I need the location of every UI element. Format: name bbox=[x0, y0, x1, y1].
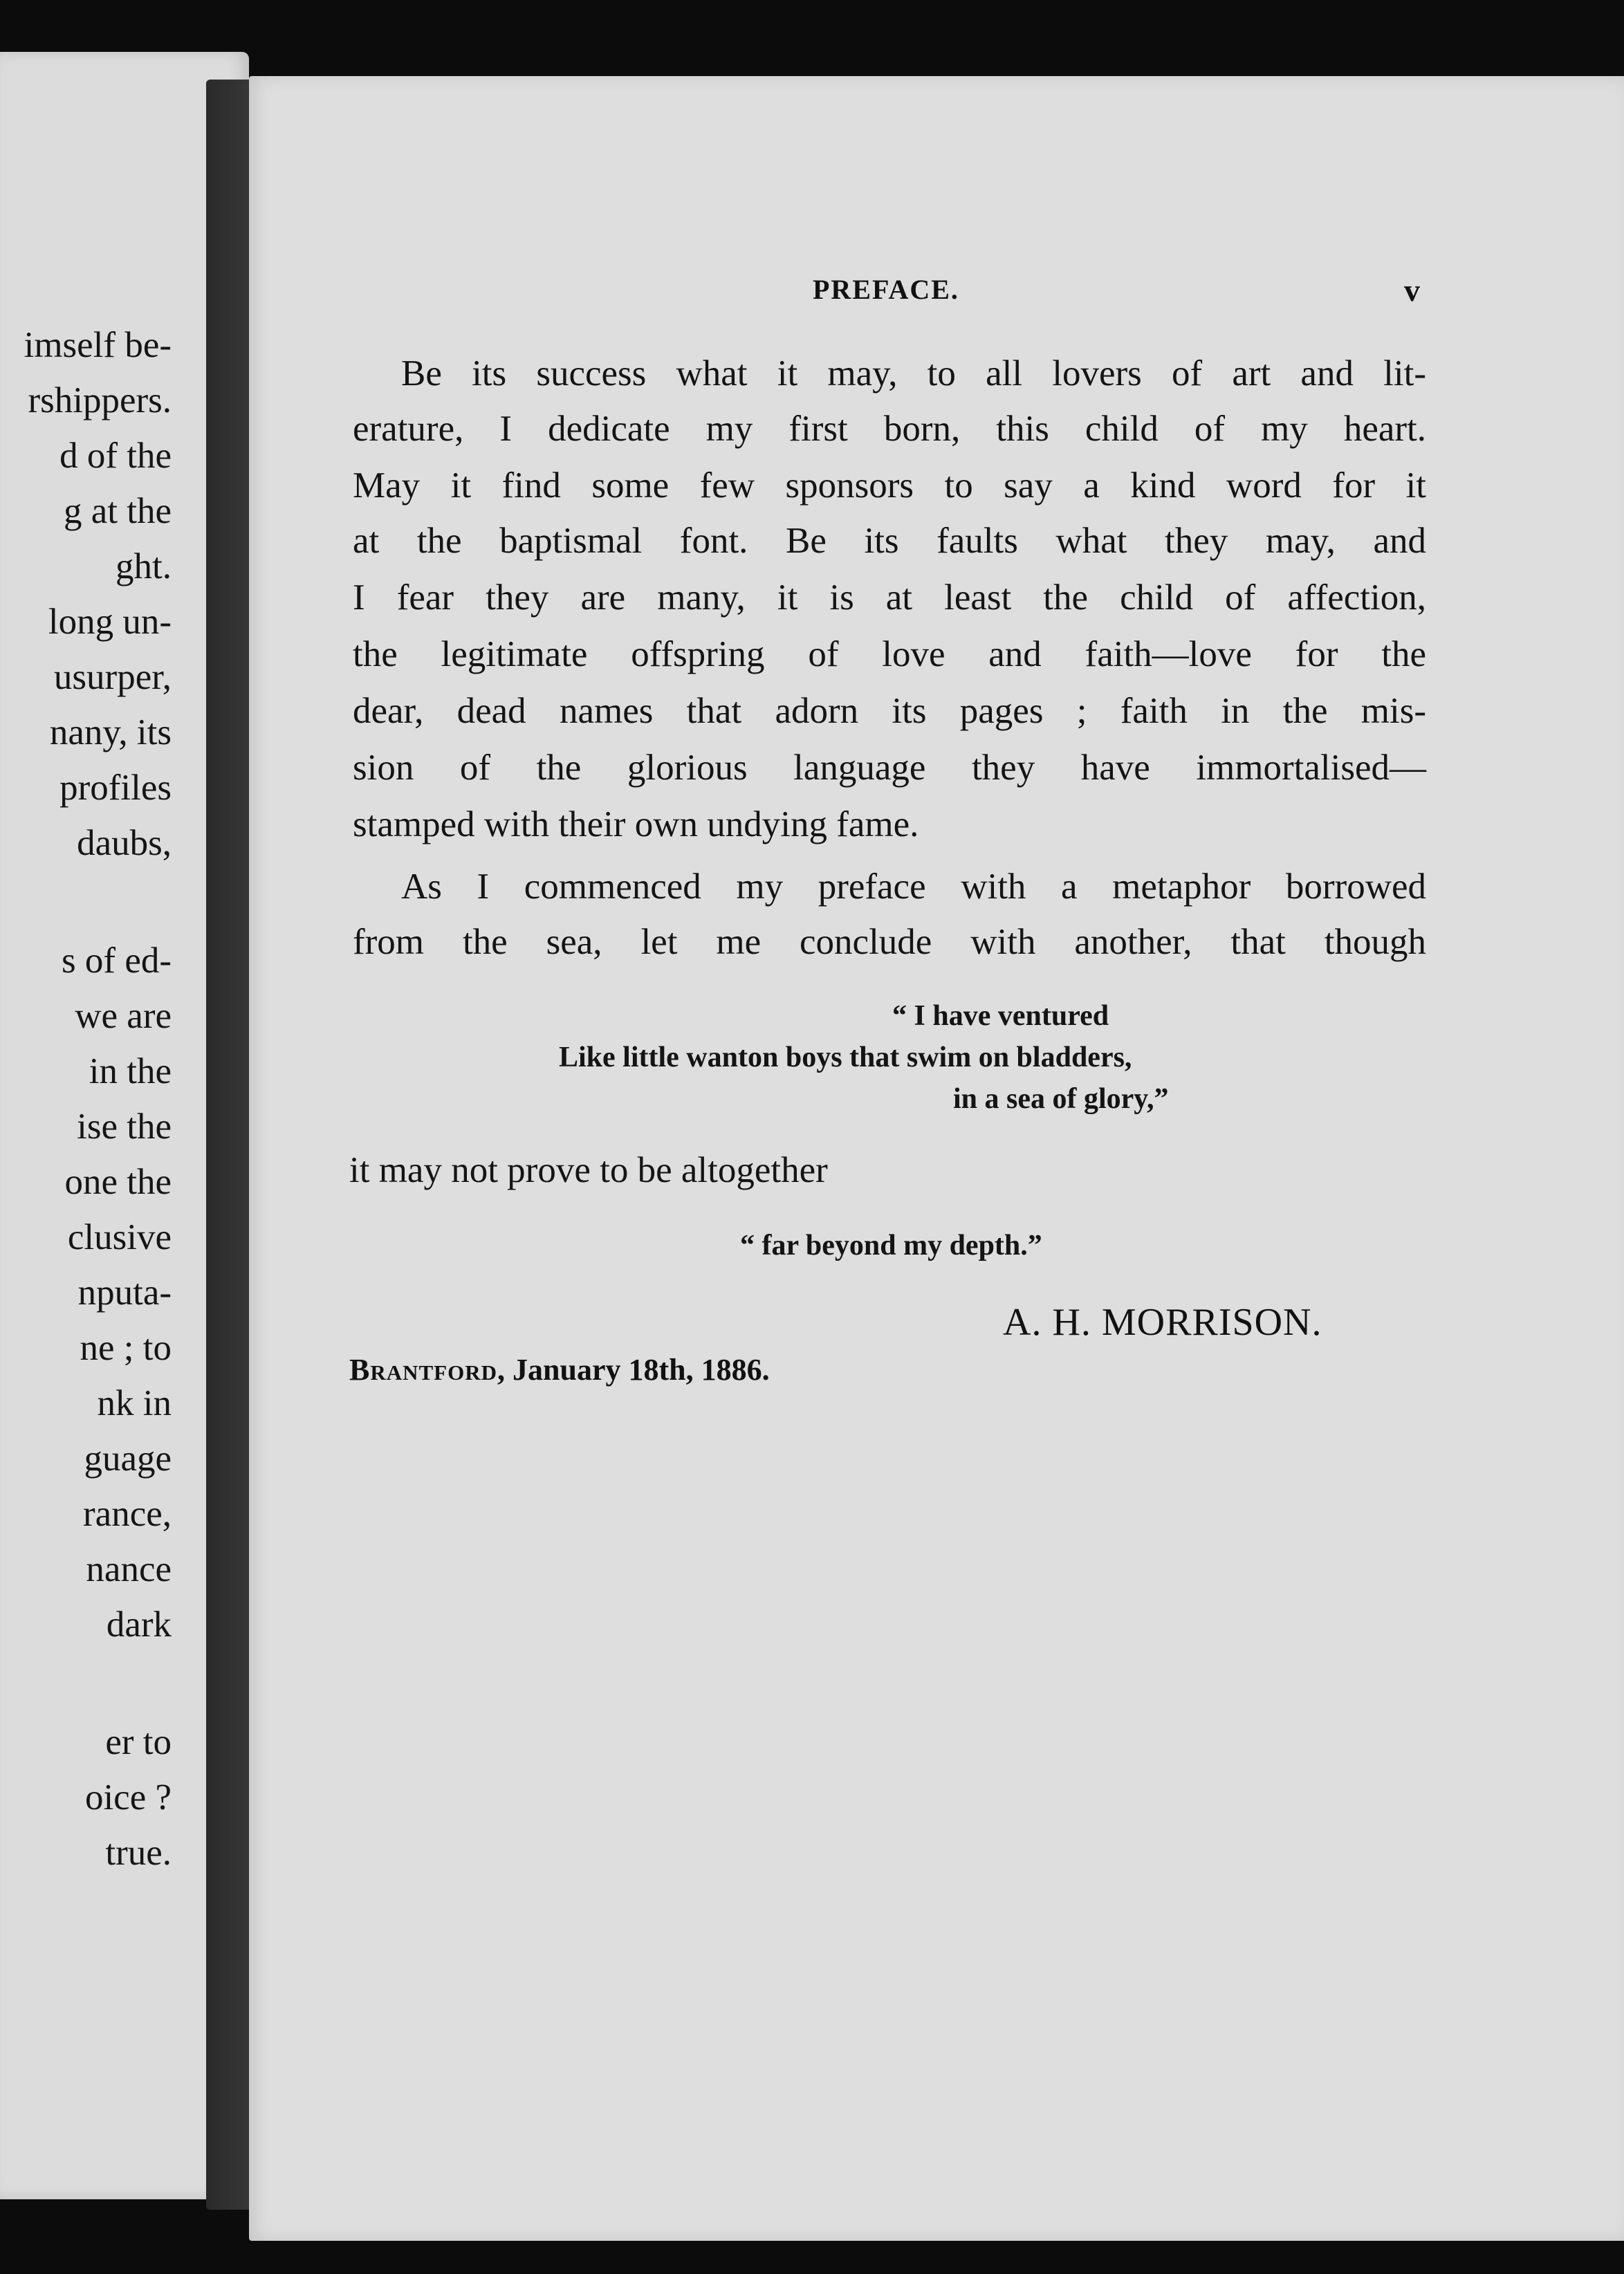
left-page-line: clusive bbox=[67, 1217, 172, 1257]
left-page-line: guage bbox=[84, 1439, 172, 1479]
left-page-line: daubs, bbox=[77, 823, 172, 863]
text-line: May it find some few sponsors to say a kind word for it bbox=[353, 465, 1426, 506]
left-page-line: profiles bbox=[59, 768, 172, 808]
left-page-line: s of ed- bbox=[62, 941, 172, 981]
dateline bbox=[349, 1352, 770, 1387]
left-page-line: true. bbox=[105, 1833, 172, 1873]
text-line: stamped with their own undying fame. bbox=[353, 804, 919, 844]
page-number: v bbox=[1404, 272, 1420, 308]
text-line: the legitimate offspring of love and faith—love for the bbox=[353, 634, 1426, 674]
left-page-line: oice ? bbox=[84, 1777, 172, 1818]
text-line: I fear they are many, it is at least the child of affection, bbox=[353, 577, 1426, 618]
left-page-line: ne ; to bbox=[80, 1328, 172, 1368]
left-page-line: we are bbox=[75, 996, 172, 1036]
text-line: from the sea, let me conclude with another, that though bbox=[353, 922, 1426, 962]
left-page-line: d of the bbox=[59, 436, 172, 476]
text-line: dear, dead names that adorn its pages ; faith in the mis- bbox=[353, 691, 1426, 731]
left-page-line: nputa- bbox=[77, 1273, 172, 1313]
continuation-line: it may not prove to be altogether bbox=[349, 1150, 828, 1190]
left-page-line: imself be- bbox=[24, 325, 172, 365]
text-line: As I commenced my preface with a metaphor borrowed bbox=[401, 867, 1426, 907]
left-page-line: dark bbox=[106, 1605, 172, 1645]
left-page-line: rshippers. bbox=[28, 380, 172, 420]
dateline-place: Brantford bbox=[349, 1353, 498, 1387]
left-page-line: er to bbox=[105, 1722, 172, 1762]
left-page-line: long un- bbox=[48, 602, 172, 642]
running-head: PREFACE. bbox=[813, 274, 959, 305]
dateline-date: , January 18th, 1886. bbox=[497, 1353, 770, 1387]
text-line: Be its success what it may, to all lovers of art and lit- bbox=[401, 353, 1426, 394]
left-page-line: g at the bbox=[64, 491, 172, 531]
verse-line: “ I have ventured bbox=[892, 1000, 1109, 1032]
text-line: erature, I dedicate my first born, this child of my heart. bbox=[353, 409, 1426, 449]
left-page-line: ise the bbox=[77, 1107, 172, 1147]
verse-line: Like little wanton boys that swim on bladders, bbox=[559, 1042, 1132, 1073]
left-page-line: in the bbox=[89, 1051, 172, 1091]
left-page-line: rance, bbox=[83, 1494, 172, 1534]
left-page-line: usurper, bbox=[53, 657, 172, 697]
left-page-line: nk in bbox=[97, 1383, 172, 1423]
text-line: sion of the glorious language they have immortalised— bbox=[353, 748, 1426, 788]
author-signature: A. H. MORRISON. bbox=[1003, 1301, 1322, 1344]
left-page-line: nance bbox=[86, 1549, 172, 1589]
closing-quotation: “ far beyond my depth.” bbox=[740, 1230, 1042, 1261]
verse-line: in a sea of glory,” bbox=[953, 1083, 1169, 1115]
text-line: at the baptismal font. Be its faults what they may, and bbox=[353, 521, 1426, 561]
left-page-line: one the bbox=[64, 1162, 172, 1202]
left-page-line: ght. bbox=[116, 546, 172, 586]
left-page-line: nany, its bbox=[49, 712, 172, 752]
